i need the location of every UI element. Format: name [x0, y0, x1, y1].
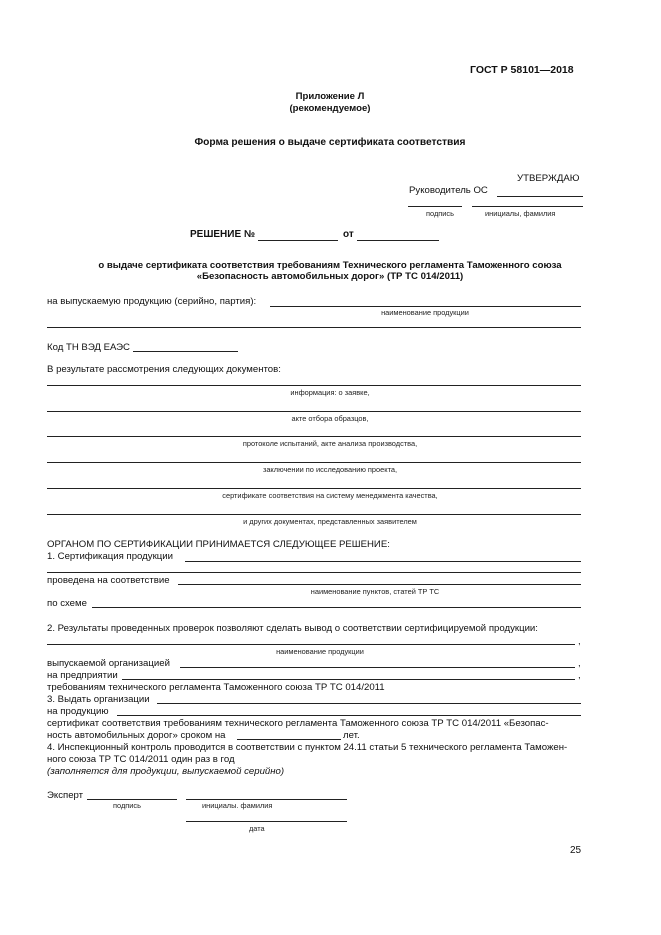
tnved-line — [133, 351, 238, 352]
head-sign-caption: подпись — [426, 209, 454, 218]
p1-line — [185, 561, 581, 562]
tnved-label: Код ТН ВЭД ЕАЭС — [47, 342, 130, 353]
p2-label: 2. Результаты проведенных проверок позволяют сделать вывод о соответствии сертифицируемой продукции: — [47, 623, 538, 634]
p2-comma: , — [578, 636, 581, 647]
expert-sign-line — [87, 799, 177, 800]
manufactured-comma: , — [578, 658, 581, 669]
cert-term-line — [237, 739, 341, 740]
standard-number: ГОСТ Р 58101—2018 — [470, 64, 574, 76]
conducted-label: проведена на соответствие — [47, 575, 170, 586]
scheme-label: по схеме — [47, 598, 87, 609]
appendix-status: (рекомендуемое) — [289, 103, 371, 114]
product-label: на выпускаемую продукцию (серийно, партия): — [47, 296, 257, 307]
expert-sign-caption: подпись — [113, 801, 141, 810]
doc-caption-4: заключении по исследованию проекта, — [262, 465, 398, 474]
product-line — [270, 306, 581, 307]
head-line — [497, 196, 583, 197]
requirements-text: требованиям технического регламента Таможенного союза ТР ТС 014/2011 — [47, 682, 385, 693]
expert-date-caption: дата — [249, 824, 265, 833]
head-name-line — [472, 206, 583, 207]
expert-name-line — [186, 799, 347, 800]
decision-label: РЕШЕНИЕ № — [190, 229, 256, 240]
expert-date-line — [186, 821, 347, 822]
doc-line-2 — [47, 411, 581, 412]
p3-label: 3. Выдать организации — [47, 694, 150, 705]
p2-line — [47, 644, 575, 645]
cert-line-2b: лет. — [343, 730, 360, 741]
head-sign-line — [408, 206, 462, 207]
decision-number-line — [258, 240, 338, 241]
decision-subject-1: о выдаче сертификата соответствия требованиям Технического регламента Таможенного союза — [98, 260, 562, 271]
p3-line — [157, 703, 581, 704]
page-number: 25 — [570, 845, 582, 856]
for-product-label: на продукцию — [47, 706, 109, 717]
scheme-line — [92, 607, 581, 608]
conducted-line — [178, 584, 581, 585]
enterprise-comma: , — [578, 670, 581, 681]
p4-line-2: ного союза ТР ТС 014/2011 один раз в год — [47, 754, 235, 765]
doc-line-5 — [47, 488, 581, 489]
manufactured-line — [180, 667, 575, 668]
doc-caption-2: акте отбора образцов, — [291, 414, 369, 423]
decision-from: от — [343, 229, 354, 240]
p1-label: 1. Сертификация продукции — [47, 551, 173, 562]
decision-date-line — [357, 240, 439, 241]
head-label: Руководитель ОС — [409, 185, 488, 196]
documents-intro: В результате рассмотрения следующих документов: — [47, 364, 281, 375]
p4-line-1: 4. Инспекционный контроль проводится в соответствии с пунктом 24.11 статьи 5 технического регламента Таможен- — [47, 742, 568, 753]
head-name-caption: инициалы, фамилия — [485, 209, 556, 218]
decision-subject-2: «Безопасность автомобильных дорог» (ТР ТС 014/2011) — [196, 271, 464, 282]
clauses-caption: наименование пунктов, статей ТР ТС — [310, 587, 440, 596]
for-product-line — [117, 715, 581, 716]
doc-caption-6: и других документах, представленных заявителем — [243, 517, 417, 526]
doc-caption-1: информация: о заявке, — [290, 388, 370, 397]
p4-note: (заполняется для продукции, выпускаемой серийно) — [47, 766, 285, 777]
product-line-2 — [47, 327, 581, 328]
enterprise-label: на предприятии — [47, 670, 118, 681]
product-caption: наименование продукции — [381, 308, 469, 317]
doc-line-1 — [47, 385, 581, 386]
expert-label: Эксперт — [47, 790, 84, 801]
cert-line-2a: ность автомобильных дорог» сроком на — [47, 730, 226, 741]
doc-line-3 — [47, 436, 581, 437]
manufactured-label: выпускаемой организацией — [47, 658, 170, 669]
p2-product-caption: наименование продукции — [276, 647, 364, 656]
doc-line-6 — [47, 514, 581, 515]
doc-caption-5: сертификате соответствия на систему менеджмента качества, — [222, 491, 438, 500]
organ-heading: ОРГАНОМ ПО СЕРТИФИКАЦИИ ПРИНИМАЕТСЯ СЛЕДУЮЩЕЕ РЕШЕНИЕ: — [47, 539, 390, 550]
enterprise-line — [122, 679, 575, 680]
doc-line-4 — [47, 462, 581, 463]
p1-line-2 — [47, 572, 581, 573]
appendix-title: Приложение Л — [295, 91, 365, 102]
doc-caption-3: протоколе испытаний, акте анализа производства, — [242, 439, 418, 448]
approve-label: УТВЕРЖДАЮ — [517, 173, 580, 184]
cert-line-1: сертификат соответствия требованиям технического регламента Таможенного союза ТР ТС 014/2011 «Безопас- — [47, 718, 549, 729]
expert-name-caption: инициалы. фамилия — [202, 801, 273, 810]
form-title: Форма решения о выдаче сертификата соответствия — [194, 137, 466, 148]
